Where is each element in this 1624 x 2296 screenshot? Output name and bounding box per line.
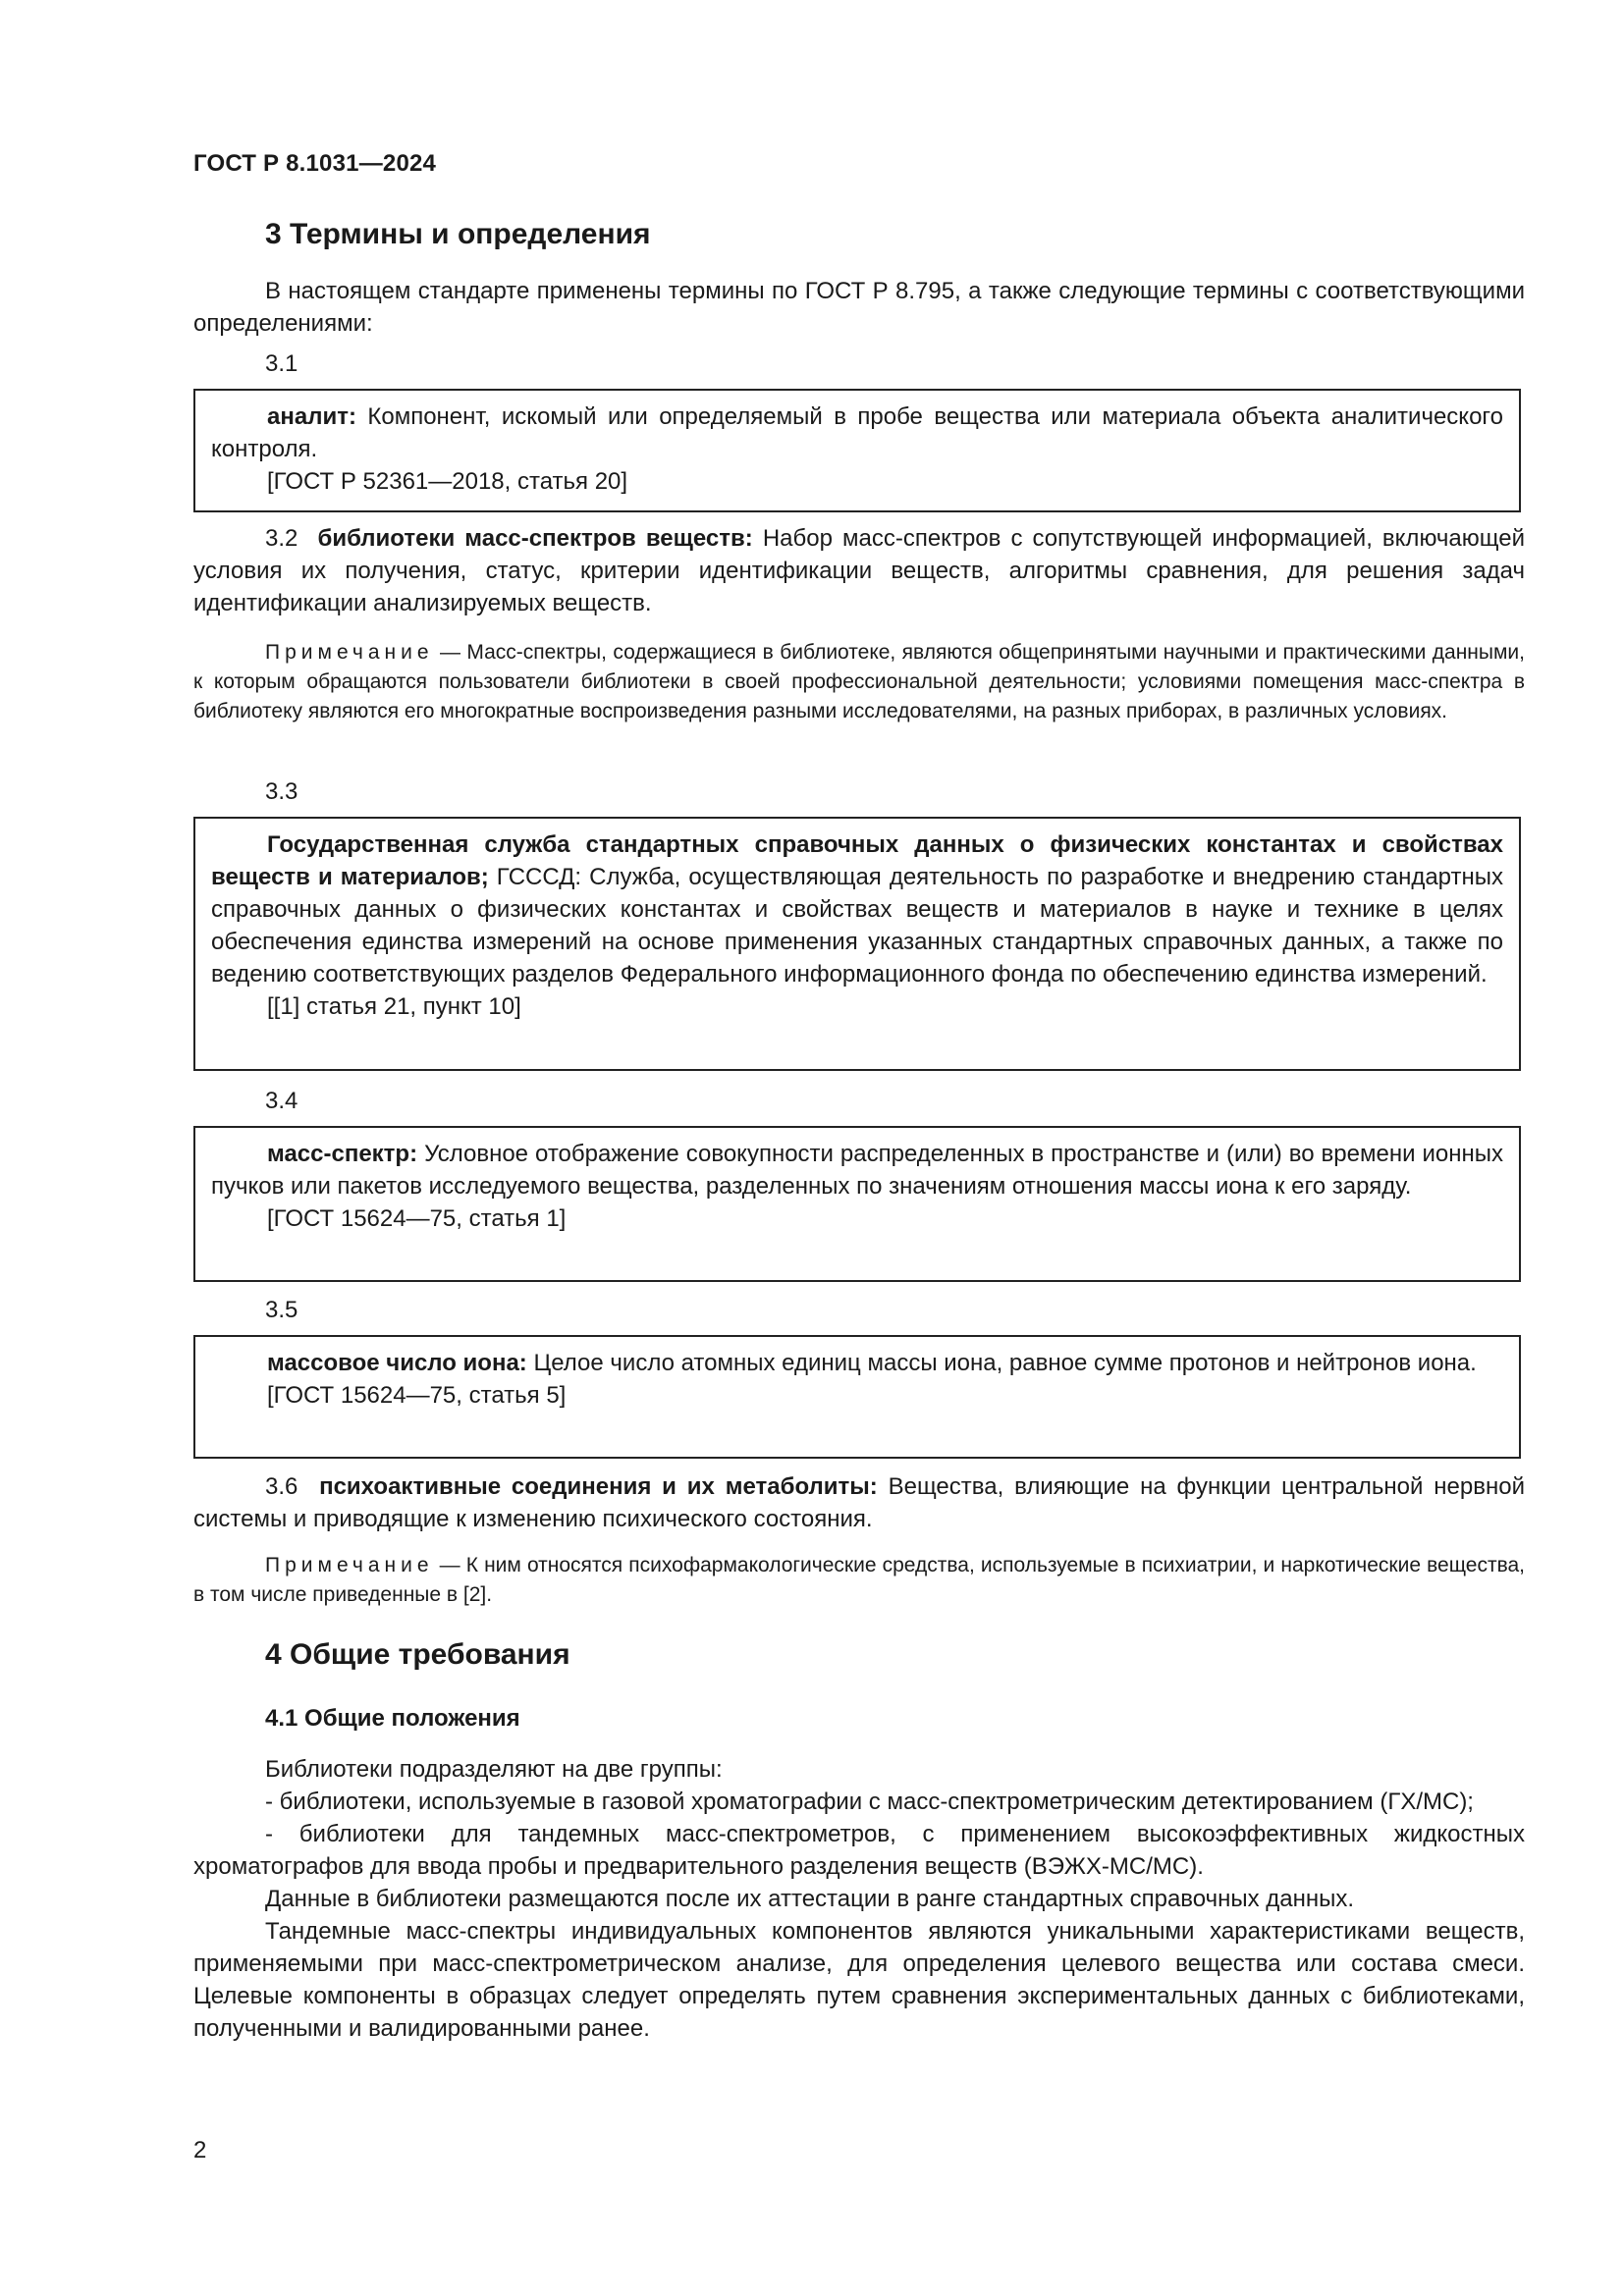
section-4-heading: 4 Общие требования [265,1638,570,1671]
paragraph: Тандемные масс-спектры индивидуальных компонентов являются уникальными характеристиками веществ, применяемыми при масс-спектрометрическом анализе, для определения целевого вещества или состава смеси. Целевые компоненты в образцах следует определять путем сравнения экспериментальных данных с библиотеками, полученными и валидированными ранее. [193,1918,1525,2042]
note-1 [193,638,1525,726]
term-source: [ГОСТ 15624—75, статья 5] [267,1382,567,1409]
term-source: [[1] статья 21, пункт 10] [267,993,521,1020]
term-text: Набор масс-спектров с сопутствующей информацией, включающей условия их получения, статус, критерии идентификации веществ, алгоритмы сравнения, для решения задач идентификации анализируемых веществ. [193,525,1525,616]
note-label: Примечание [265,1554,434,1576]
term-box-3-5 [193,1335,1521,1459]
term-box-3-1 [193,389,1521,512]
section-3-heading: 3 Термины и определения [265,218,651,250]
term-text: Компонент, искомый или определяемый в пробе вещества или материала объекта аналитического контроля. [211,403,1503,462]
page-number: 2 [193,2137,207,2163]
list-item: - библиотеки для тандемных масс-спектрометров, с применением высокоэффективных жидкостных хроматографов для ввода пробы и предварительного разделения веществ (ВЭЖХ-МС/МС). [193,1821,1525,1880]
term-number: 3.6 [265,1473,298,1500]
section-4-body [193,1753,1525,2045]
term-definition [211,400,1503,465]
term-name: психоактивные соединения и их метаболиты: [319,1473,878,1500]
term-name: библиотеки масс-спектров веществ: [317,525,753,552]
term-name: Государственная служба стандартных справочных данных о физических константах и свойствах веществ и материалов; [211,831,1503,890]
term-definition [211,1347,1503,1379]
term-number-3-1: 3.1 [265,350,298,377]
note-label: Примечание [265,641,434,664]
document-code: ГОСТ Р 8.1031—2024 [193,150,437,177]
term-text: Вещества, влияющие на функции центральной нервной системы и приводящие к изменению психического состояния. [193,1473,1525,1532]
note-paragraph [193,638,1525,726]
term-source: [ГОСТ 15624—75, статья 1] [267,1205,567,1232]
note-2 [193,1551,1525,1610]
term-source: [ГОСТ Р 52361—2018, статья 20] [267,468,628,495]
term-name: массовое число иона: [267,1350,527,1376]
section-3-intro [193,275,1525,340]
term-number-3-3: 3.3 [265,778,298,805]
term-name: масс-спектр: [267,1141,418,1167]
term-text: Условное отображение совокупности распределенных в пространстве и (или) во времени ионных пучков или пакетов исследуемого вещества, разделенных по значениям отношения массы иона к его заряду. [211,1141,1503,1200]
subsection-4-1-heading: 4.1 Общие положения [265,1705,520,1732]
term-definition [193,522,1525,619]
term-text: ГСССД: Служба, осуществляющая деятельность по разработке и внедрению стандартных справочных данных о физических константах и свойствах веществ и материалов в науке и технике в целях обеспечения единства измерений на основе применения указанных стандартных справочных данных, а также по ведению соответствующих разделов Федерального информационного фонда по обеспечению единства измерений. [211,864,1503,988]
term-3-6 [193,1470,1525,1535]
paragraph: Данные в библиотеки размещаются после их аттестации в ранге стандартных справочных данных. [265,1886,1355,1912]
term-number: 3.2 [265,525,298,552]
paragraph: Библиотеки подразделяют на две группы: [265,1756,723,1783]
note-paragraph [193,1551,1525,1610]
note-text: — Масс-спектры, содержащиеся в библиотеке, являются общепринятыми научными и практическими данными, к которым обращаются пользователи библиотеки в своей профессиональной деятельности; условиями помещения масс-спектра в библиотеку являются его многократные воспроизведения разными исследователями, на разных приборах, в различных условиях. [193,641,1525,722]
term-definition [211,828,1503,990]
term-3-2 [193,522,1525,619]
term-definition [193,1470,1525,1535]
term-number-3-5: 3.5 [265,1297,298,1323]
intro-paragraph: В настоящем стандарте применены термины по ГОСТ Р 8.795, а также следующие термины с соответствующими определениями: [193,278,1525,337]
term-number-3-4: 3.4 [265,1088,298,1114]
term-definition [211,1138,1503,1202]
term-text: Целое число атомных единиц массы иона, равное сумме протонов и нейтронов иона. [526,1350,1477,1376]
note-text: — К ним относятся психофармакологические средства, используемые в психиатрии, и наркотические вещества, в том числе приведенные в [2]. [193,1554,1525,1606]
term-box-3-3 [193,817,1521,1071]
term-box-3-4 [193,1126,1521,1282]
term-name: аналит: [267,403,356,430]
list-item: - библиотеки, используемые в газовой хроматографии с масс-спектрометрическим детектированием (ГХ/МС); [265,1789,1474,1815]
